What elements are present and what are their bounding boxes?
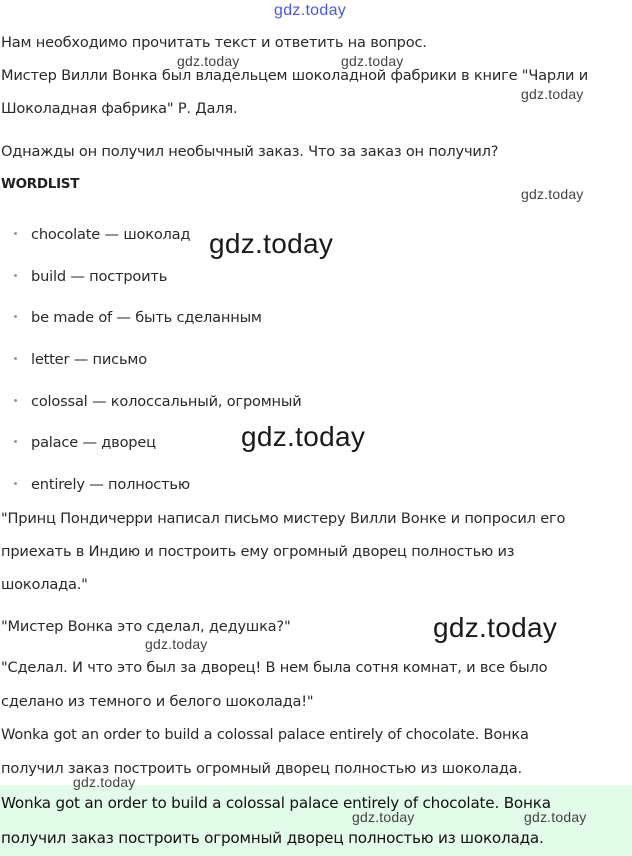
passage-p2: "Мистер Вонка это сделал, дедушка?" — [1, 618, 291, 635]
watermark-small: gdz.today — [524, 809, 587, 825]
wordlist-item: palace — дворец — [14, 434, 156, 451]
bullet-icon — [14, 399, 17, 402]
watermark-small: gdz.today — [521, 86, 584, 102]
answer-plain-line-1: Wonka got an order to build a colossal palace entirely of chocolate. Вонка — [1, 726, 529, 743]
answer-box-line-1: Wonka got an order to build a colossal palace entirely of chocolate. Вонка — [1, 794, 551, 812]
watermark-top: gdz.today — [274, 2, 347, 19]
intro-line-1: Нам необходимо прочитать текст и ответить на вопрос. — [1, 34, 427, 51]
watermark-small: gdz.today — [341, 53, 404, 69]
intro-line-2: Мистер Вилли Вонка был владельцем шоколадной фабрики в книге "Чарли и — [1, 67, 589, 84]
question-text: Однажды он получил необычный заказ. Что за заказ он получил? — [1, 143, 499, 160]
watermark-small: gdz.today — [145, 636, 208, 652]
wordlist-item: be made of — быть сделанным — [14, 309, 262, 326]
wordlist-item: colossal — колоссальный, огромный — [14, 393, 302, 410]
watermark-small: gdz.today — [177, 53, 240, 69]
intro-line-3: Шоколадная фабрика" Р. Даля. — [1, 100, 238, 117]
watermark-large: gdz.today — [209, 228, 334, 259]
bullet-icon — [14, 357, 17, 360]
bullet-icon — [14, 440, 17, 443]
wordlist-item: build — построить — [14, 268, 167, 285]
watermark-small: gdz.today — [73, 774, 136, 790]
watermark-large: gdz.today — [241, 421, 366, 452]
passage-p3-line-1: "Сделал. И что это был за дворец! В нем была сотня комнат, и все было — [1, 659, 548, 676]
passage-p1-line-3: шоколада." — [1, 576, 88, 593]
watermark-large: gdz.today — [433, 612, 558, 643]
bullet-icon — [14, 482, 17, 485]
answer-box-line-2: получил заказ построить огромный дворец полностью из шоколада. — [1, 829, 544, 847]
passage-p1-line-1: "Принц Пондичерри написал письмо мистеру Вилли Вонке и попросил его — [1, 510, 566, 527]
passage-p3-line-2: сделано из темного и белого шоколада!" — [1, 693, 314, 710]
bullet-icon — [14, 274, 17, 277]
passage-p1-line-2: приехать в Индию и построить ему огромный дворец полностью из — [1, 543, 515, 560]
answer-plain-line-2: получил заказ построить огромный дворец полностью из шоколада. — [1, 760, 522, 777]
wordlist-item: letter — письмо — [14, 351, 147, 368]
wordlist-item: entirely — полностью — [14, 476, 190, 493]
watermark-small: gdz.today — [521, 186, 584, 202]
bullet-icon — [14, 232, 17, 235]
wordlist-heading: WORDLIST — [1, 176, 80, 192]
bullet-icon — [14, 315, 17, 318]
wordlist-item: chocolate — шоколад — [14, 226, 190, 243]
watermark-small: gdz.today — [352, 809, 415, 825]
